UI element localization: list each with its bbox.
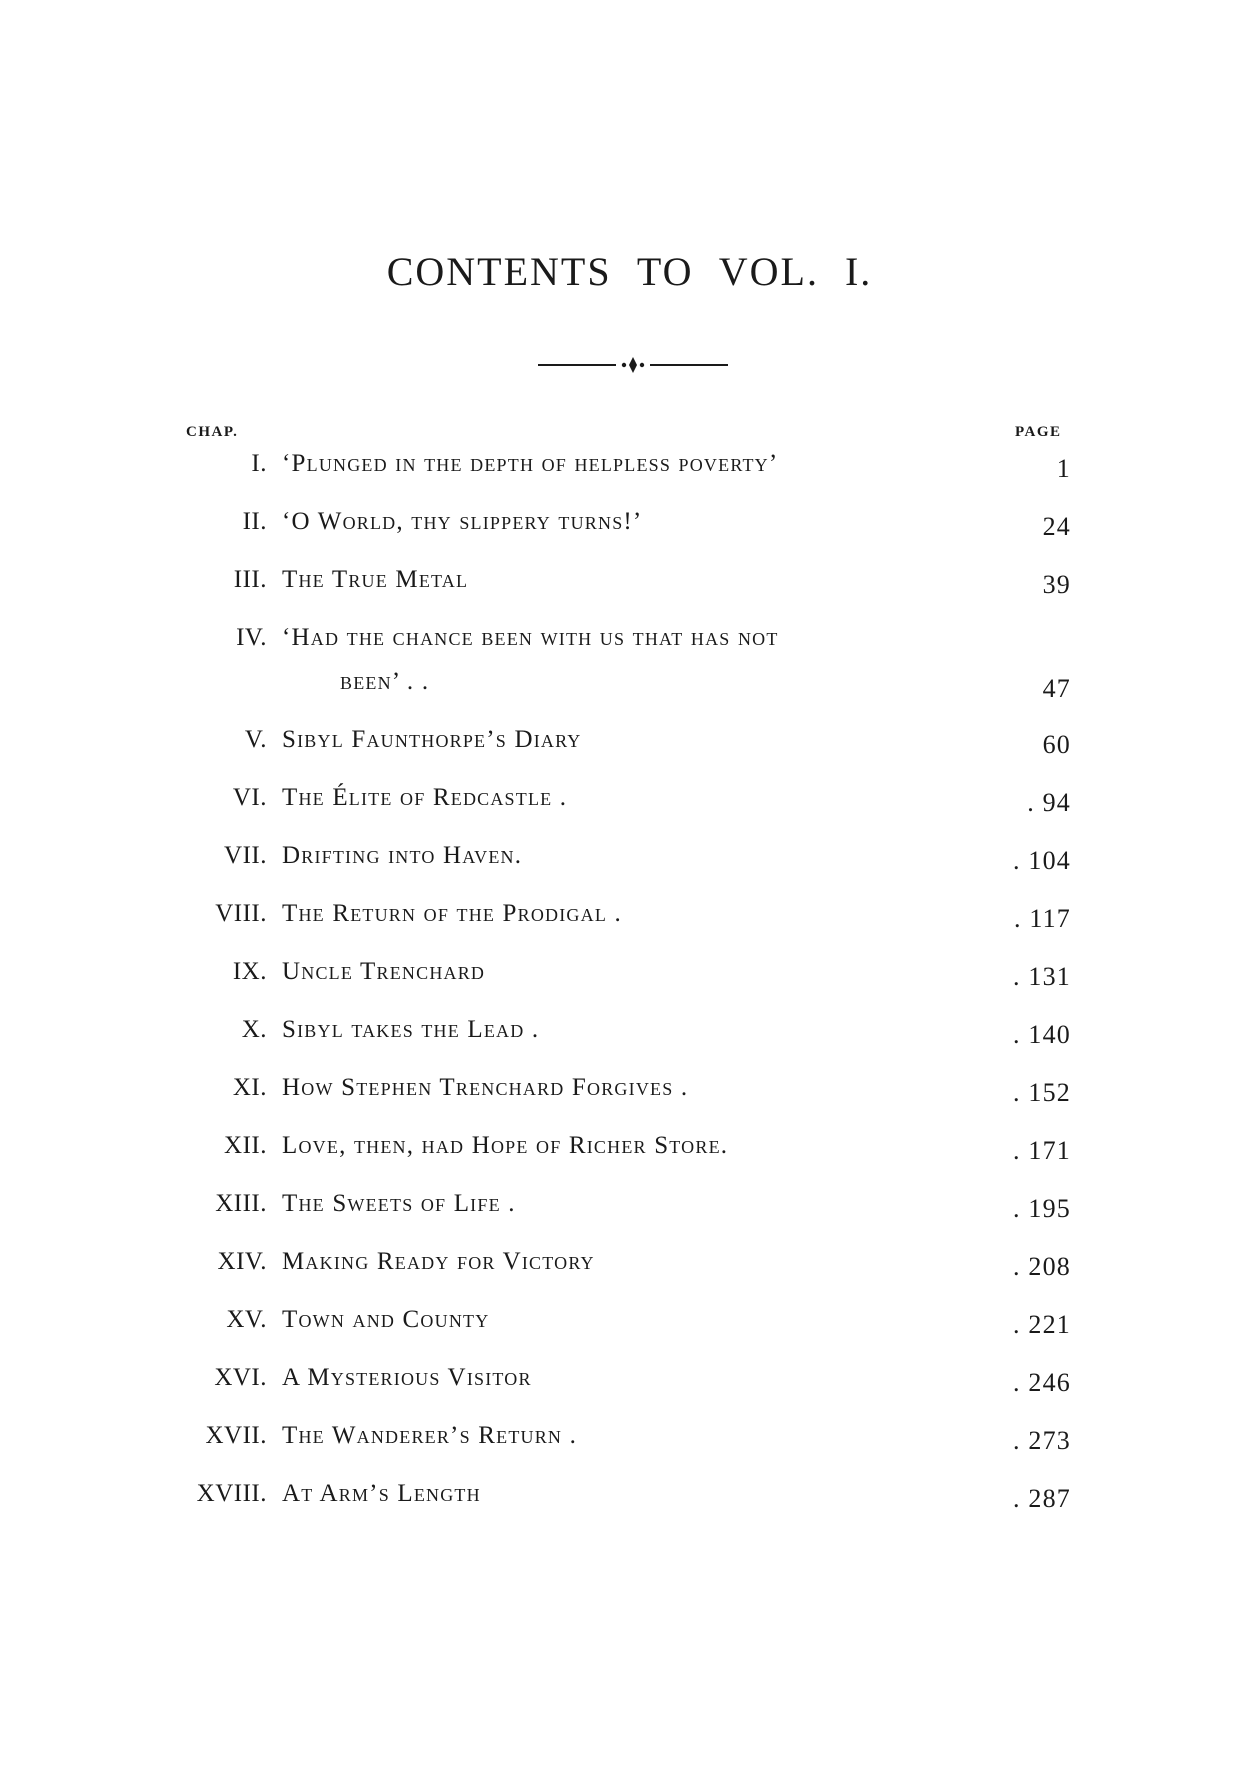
page-number: 39 bbox=[1042, 570, 1071, 599]
chapter-title: The Wanderer’s Return . bbox=[282, 1422, 578, 1449]
chapter-title: Drifting into Haven. bbox=[282, 842, 523, 869]
toc-entry bbox=[0, 508, 1259, 548]
page-number: . 117 bbox=[1013, 904, 1071, 933]
toc-entry bbox=[0, 958, 1259, 998]
chapter-title: Town and County bbox=[282, 1306, 490, 1333]
page-number: . 104 bbox=[1013, 846, 1071, 875]
chapter-title: ‘Had the chance been with us that has not bbox=[282, 624, 779, 651]
chapter-number: VI. bbox=[232, 784, 267, 811]
chapter-column-header: CHAP. bbox=[186, 424, 239, 440]
chapter-title: Uncle Trenchard bbox=[282, 958, 486, 985]
toc-entry bbox=[0, 624, 1259, 703]
page-number: 24 bbox=[1042, 512, 1071, 541]
chapter-number: V. bbox=[244, 726, 267, 753]
page-number: . 140 bbox=[1013, 1020, 1071, 1049]
page-number: . 208 bbox=[1013, 1252, 1071, 1281]
chapter-number: I. bbox=[251, 450, 267, 477]
page-number: . 152 bbox=[1013, 1078, 1071, 1107]
toc-entry bbox=[0, 1190, 1259, 1230]
toc-entry bbox=[0, 1480, 1259, 1520]
toc-entry bbox=[0, 1364, 1259, 1404]
chapter-title: ‘O World, thy slippery turns!’ bbox=[282, 508, 643, 535]
toc-entry bbox=[0, 1248, 1259, 1288]
chapter-number: VIII. bbox=[215, 900, 267, 927]
page-number: . 195 bbox=[1013, 1194, 1071, 1223]
chapter-number: XIII. bbox=[215, 1190, 267, 1217]
chapter-title-continued: been’ . . bbox=[340, 668, 430, 695]
page-number: 47 bbox=[1042, 674, 1071, 703]
page-number: 60 bbox=[1042, 730, 1071, 759]
chapter-title: ‘Plunged in the depth of helpless poverty’ bbox=[282, 450, 779, 477]
page-number: . 221 bbox=[1013, 1310, 1071, 1339]
page-number: . 171 bbox=[1013, 1136, 1071, 1165]
toc-entry bbox=[0, 1422, 1259, 1462]
chapter-title: The Sweets of Life . bbox=[282, 1190, 516, 1217]
page-number: 1 bbox=[1056, 454, 1071, 483]
chapter-number: IX. bbox=[232, 958, 267, 985]
chapter-number: VII. bbox=[224, 842, 267, 869]
chapter-title: The Élite of Redcastle . bbox=[282, 784, 568, 811]
chapter-number: XIV. bbox=[217, 1248, 267, 1275]
chapter-title: Making Ready for Victory bbox=[282, 1248, 595, 1275]
page-number: . 94 bbox=[1027, 788, 1071, 817]
chapter-number: X. bbox=[241, 1016, 267, 1043]
toc-entry bbox=[0, 450, 1259, 490]
page-number: . 131 bbox=[1013, 962, 1071, 991]
chapter-number: IV. bbox=[236, 624, 267, 651]
chapter-number: XII. bbox=[224, 1132, 267, 1159]
chapter-number: XI. bbox=[232, 1074, 267, 1101]
chapter-title: How Stephen Trenchard Forgives . bbox=[282, 1074, 689, 1101]
toc-entry bbox=[0, 1016, 1259, 1056]
toc-entry bbox=[0, 1306, 1259, 1346]
chapter-title: At Arm’s Length bbox=[282, 1480, 481, 1507]
page-number: . 246 bbox=[1013, 1368, 1071, 1397]
chapter-number: XVII. bbox=[205, 1422, 267, 1449]
chapter-title: A Mysterious Visitor bbox=[282, 1364, 532, 1391]
chapter-number: XV. bbox=[226, 1306, 267, 1333]
chapter-number: III. bbox=[233, 566, 267, 593]
chapter-title: The True Metal bbox=[282, 566, 469, 593]
toc-entry bbox=[0, 566, 1259, 606]
toc-entry bbox=[0, 900, 1259, 940]
page-column-header: PAGE bbox=[1015, 424, 1062, 440]
page-number: . 273 bbox=[1013, 1426, 1071, 1455]
toc-entry bbox=[0, 1132, 1259, 1172]
page-number: . 287 bbox=[1013, 1484, 1071, 1513]
chapter-title: Sibyl Faunthorpe’s Diary bbox=[282, 726, 582, 753]
chapter-number: XVIII. bbox=[196, 1480, 267, 1507]
toc-entry bbox=[0, 726, 1259, 766]
chapter-number: II. bbox=[242, 508, 267, 535]
toc-entry bbox=[0, 784, 1259, 824]
toc-entry bbox=[0, 1074, 1259, 1114]
chapter-title: Sibyl takes the Lead . bbox=[282, 1016, 540, 1043]
chapter-title: Love, then, had Hope of Richer Store. bbox=[282, 1132, 729, 1159]
chapter-title: The Return of the Prodigal . bbox=[282, 900, 622, 927]
toc-entry bbox=[0, 842, 1259, 882]
page-title: CONTENTS TO VOL. I. bbox=[386, 249, 873, 294]
chapter-number: XVI. bbox=[214, 1364, 267, 1391]
